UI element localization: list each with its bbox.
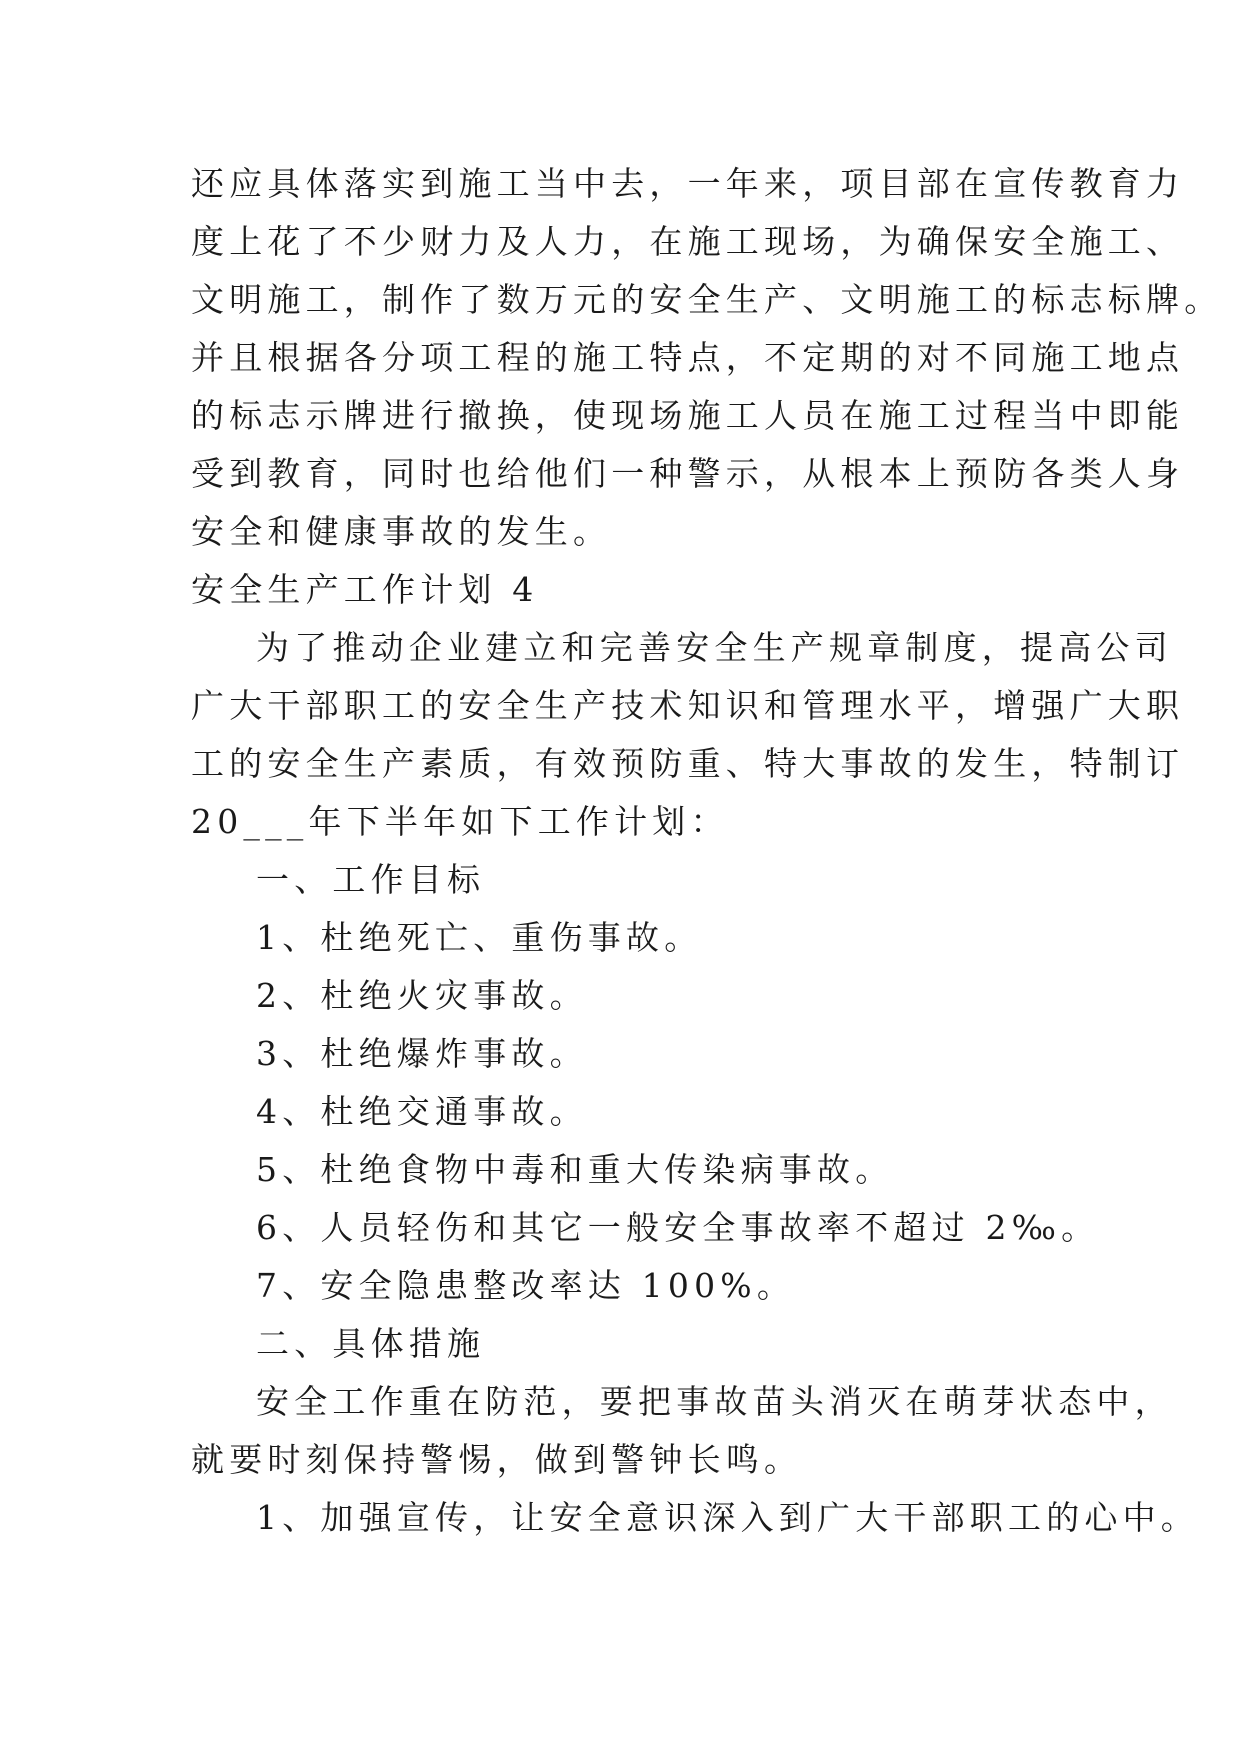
list-item: 4、杜绝交通事故。 [256,1092,588,1131]
list-item: 6、人员轻伤和其它一般安全事故率不超过 2‰。 [256,1208,1100,1247]
paragraph-line: 还应具体落实到施工当中去，一年来，项目部在宣传教育力 [191,164,1185,203]
subheading: 二、具体措施 [256,1324,486,1363]
paragraph-line: 工的安全生产素质，有效预防重、特大事故的发生，特制订 [191,744,1185,783]
subheading: 一、工作目标 [256,860,486,899]
section-title: 安全生产工作计划 4 [191,570,539,609]
list-item: 1、杜绝死亡、重伤事故。 [256,918,703,957]
list-item: 2、杜绝火灾事故。 [256,976,588,1015]
list-item: 1、加强宣传，让安全意识深入到广大干部职工的心中。 [256,1498,1199,1537]
paragraph-line: 度上花了不少财力及人力，在施工现场，为确保安全施工、 [191,222,1185,261]
paragraph-line: 安全工作重在防范，要把事故苗头消灭在萌芽状态中， [256,1382,1173,1421]
paragraph-line: 广大干部职工的安全生产技术知识和管理水平，增强广大职 [191,686,1185,725]
paragraph-line: 就要时刻保持警惕，做到警钟长鸣。 [191,1440,803,1479]
paragraph-line: 并且根据各分项工程的施工特点，不定期的对不同施工地点 [191,338,1185,377]
paragraph-line: 的标志示牌进行撤换，使现场施工人员在施工过程当中即能 [191,396,1185,435]
list-item: 3、杜绝爆炸事故。 [256,1034,588,1073]
list-item: 5、杜绝食物中毒和重大传染病事故。 [256,1150,894,1189]
paragraph-line: 受到教育，同时也给他们一种警示，从根本上预防各类人身 [191,454,1185,493]
paragraph-line: 为了推动企业建立和完善安全生产规章制度，提高公司 [256,628,1173,667]
paragraph-line: 20___年下半年如下工作计划： [191,802,729,841]
paragraph-line: 安全和健康事故的发生。 [191,512,612,551]
paragraph-line: 文明施工，制作了数万元的安全生产、文明施工的标志标牌。 [191,280,1223,319]
list-item: 7、安全隐患整改率达 100%。 [256,1266,796,1305]
